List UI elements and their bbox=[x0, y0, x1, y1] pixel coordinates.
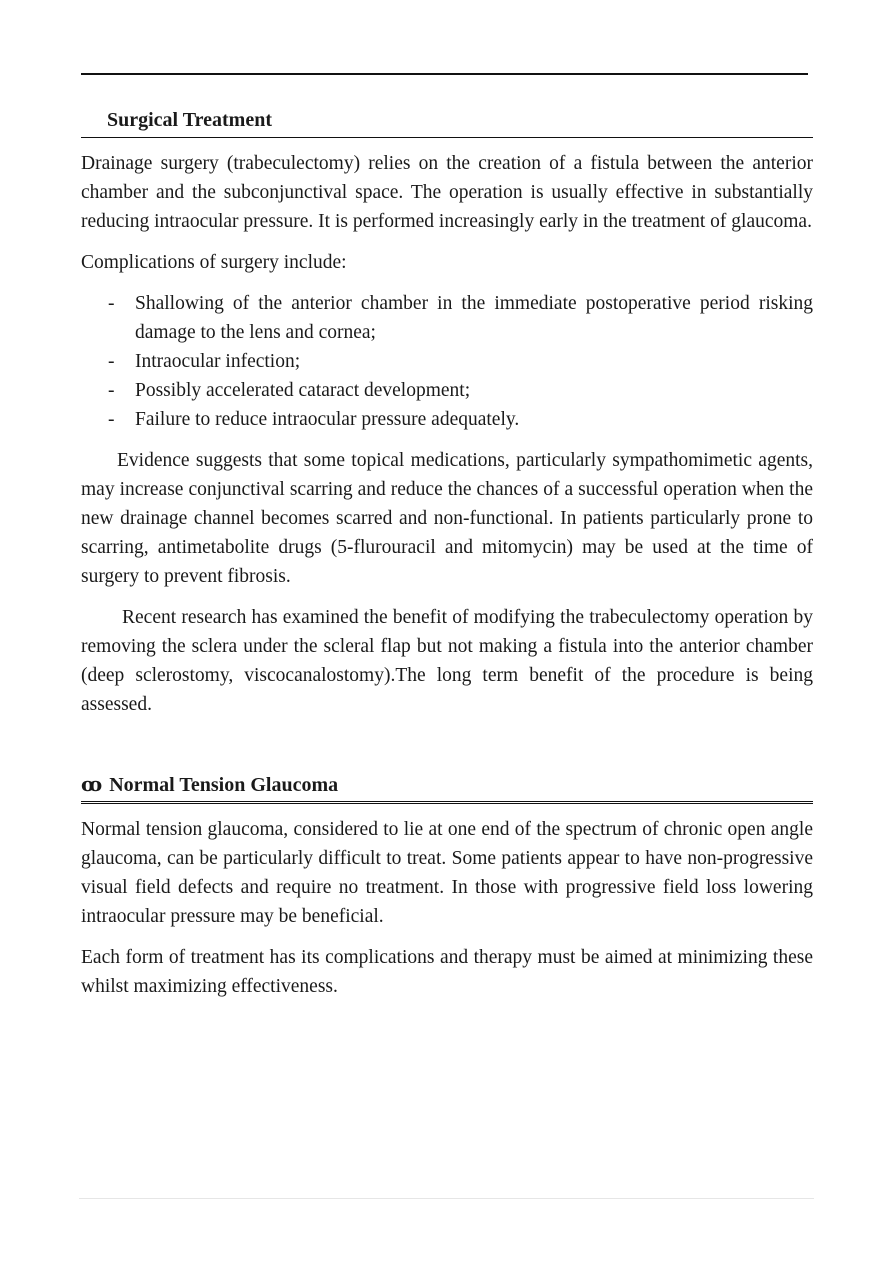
section-heading-normal-tension-glaucoma bbox=[81, 771, 813, 804]
ornament-icon: ꝏ bbox=[81, 774, 103, 796]
section-heading-text: Normal Tension Glaucoma bbox=[109, 774, 339, 796]
page-body bbox=[81, 106, 813, 1001]
list-item-text: Intraocular infection; bbox=[135, 351, 301, 372]
footer-rule bbox=[79, 1198, 814, 1199]
paragraph: Each form of treatment has its complications and therapy must be aimed at minimizing these whilst maximizing effectiveness. bbox=[81, 947, 813, 997]
paragraph: Complications of surgery include: bbox=[81, 252, 347, 273]
dash-bullet: - bbox=[108, 380, 115, 401]
header-rule bbox=[81, 73, 808, 75]
list-item-text: Failure to reduce intraocular pressure adequately. bbox=[135, 409, 520, 430]
paragraph: Drainage surgery (trabeculectomy) relies on the creation of a fistula between the anterior chamber and the subconjunctival space. The operation is usually effective in substantially reducing intraocular pressure. It is performed increasingly early in the treatment of glaucoma. bbox=[81, 153, 813, 232]
surgical-treatment-section bbox=[81, 106, 813, 719]
section-heading-surgical-treatment: Surgical Treatment bbox=[81, 106, 813, 138]
normal-tension-glaucoma-section bbox=[81, 771, 813, 1001]
dash-bullet: - bbox=[108, 293, 115, 314]
paragraph: Recent research has examined the benefit of modifying the trabeculectomy operation by removing the sclera under the scleral flap but not making a fistula into the anterior chamber (deep sclerostomy, viscocanalostomy).The long term benefit of the procedure is being assessed. bbox=[81, 607, 813, 715]
complications-list bbox=[81, 289, 813, 434]
list-item-text: Possibly accelerated cataract development; bbox=[135, 380, 471, 401]
paragraph: Evidence suggests that some topical medications, particularly sympathomimetic agents, may increase conjunctival scarring and reduce the chances of a successful operation when the new drainage channel becomes scarred and non-functional. In patients particularly prone to scarring, antimetabolite drugs (5-flurouracil and mitomycin) may be used at the time of surgery to prevent fibrosis. bbox=[81, 450, 813, 587]
list-item bbox=[81, 289, 813, 347]
list-item bbox=[81, 376, 813, 405]
list-item bbox=[81, 347, 813, 376]
list-item bbox=[81, 405, 813, 434]
paragraph: Normal tension glaucoma, considered to lie at one end of the spectrum of chronic open angle glaucoma, can be particularly difficult to treat. Some patients appear to have non-progressive visual field defects and require no treatment. In those with progressive field loss lowering intraocular pressure may be beneficial. bbox=[81, 819, 813, 927]
dash-bullet: - bbox=[108, 351, 115, 372]
dash-bullet: - bbox=[108, 409, 115, 430]
list-item-text: Shallowing of the anterior chamber in the immediate postoperative period risking damage to the lens and cornea; bbox=[135, 293, 813, 343]
